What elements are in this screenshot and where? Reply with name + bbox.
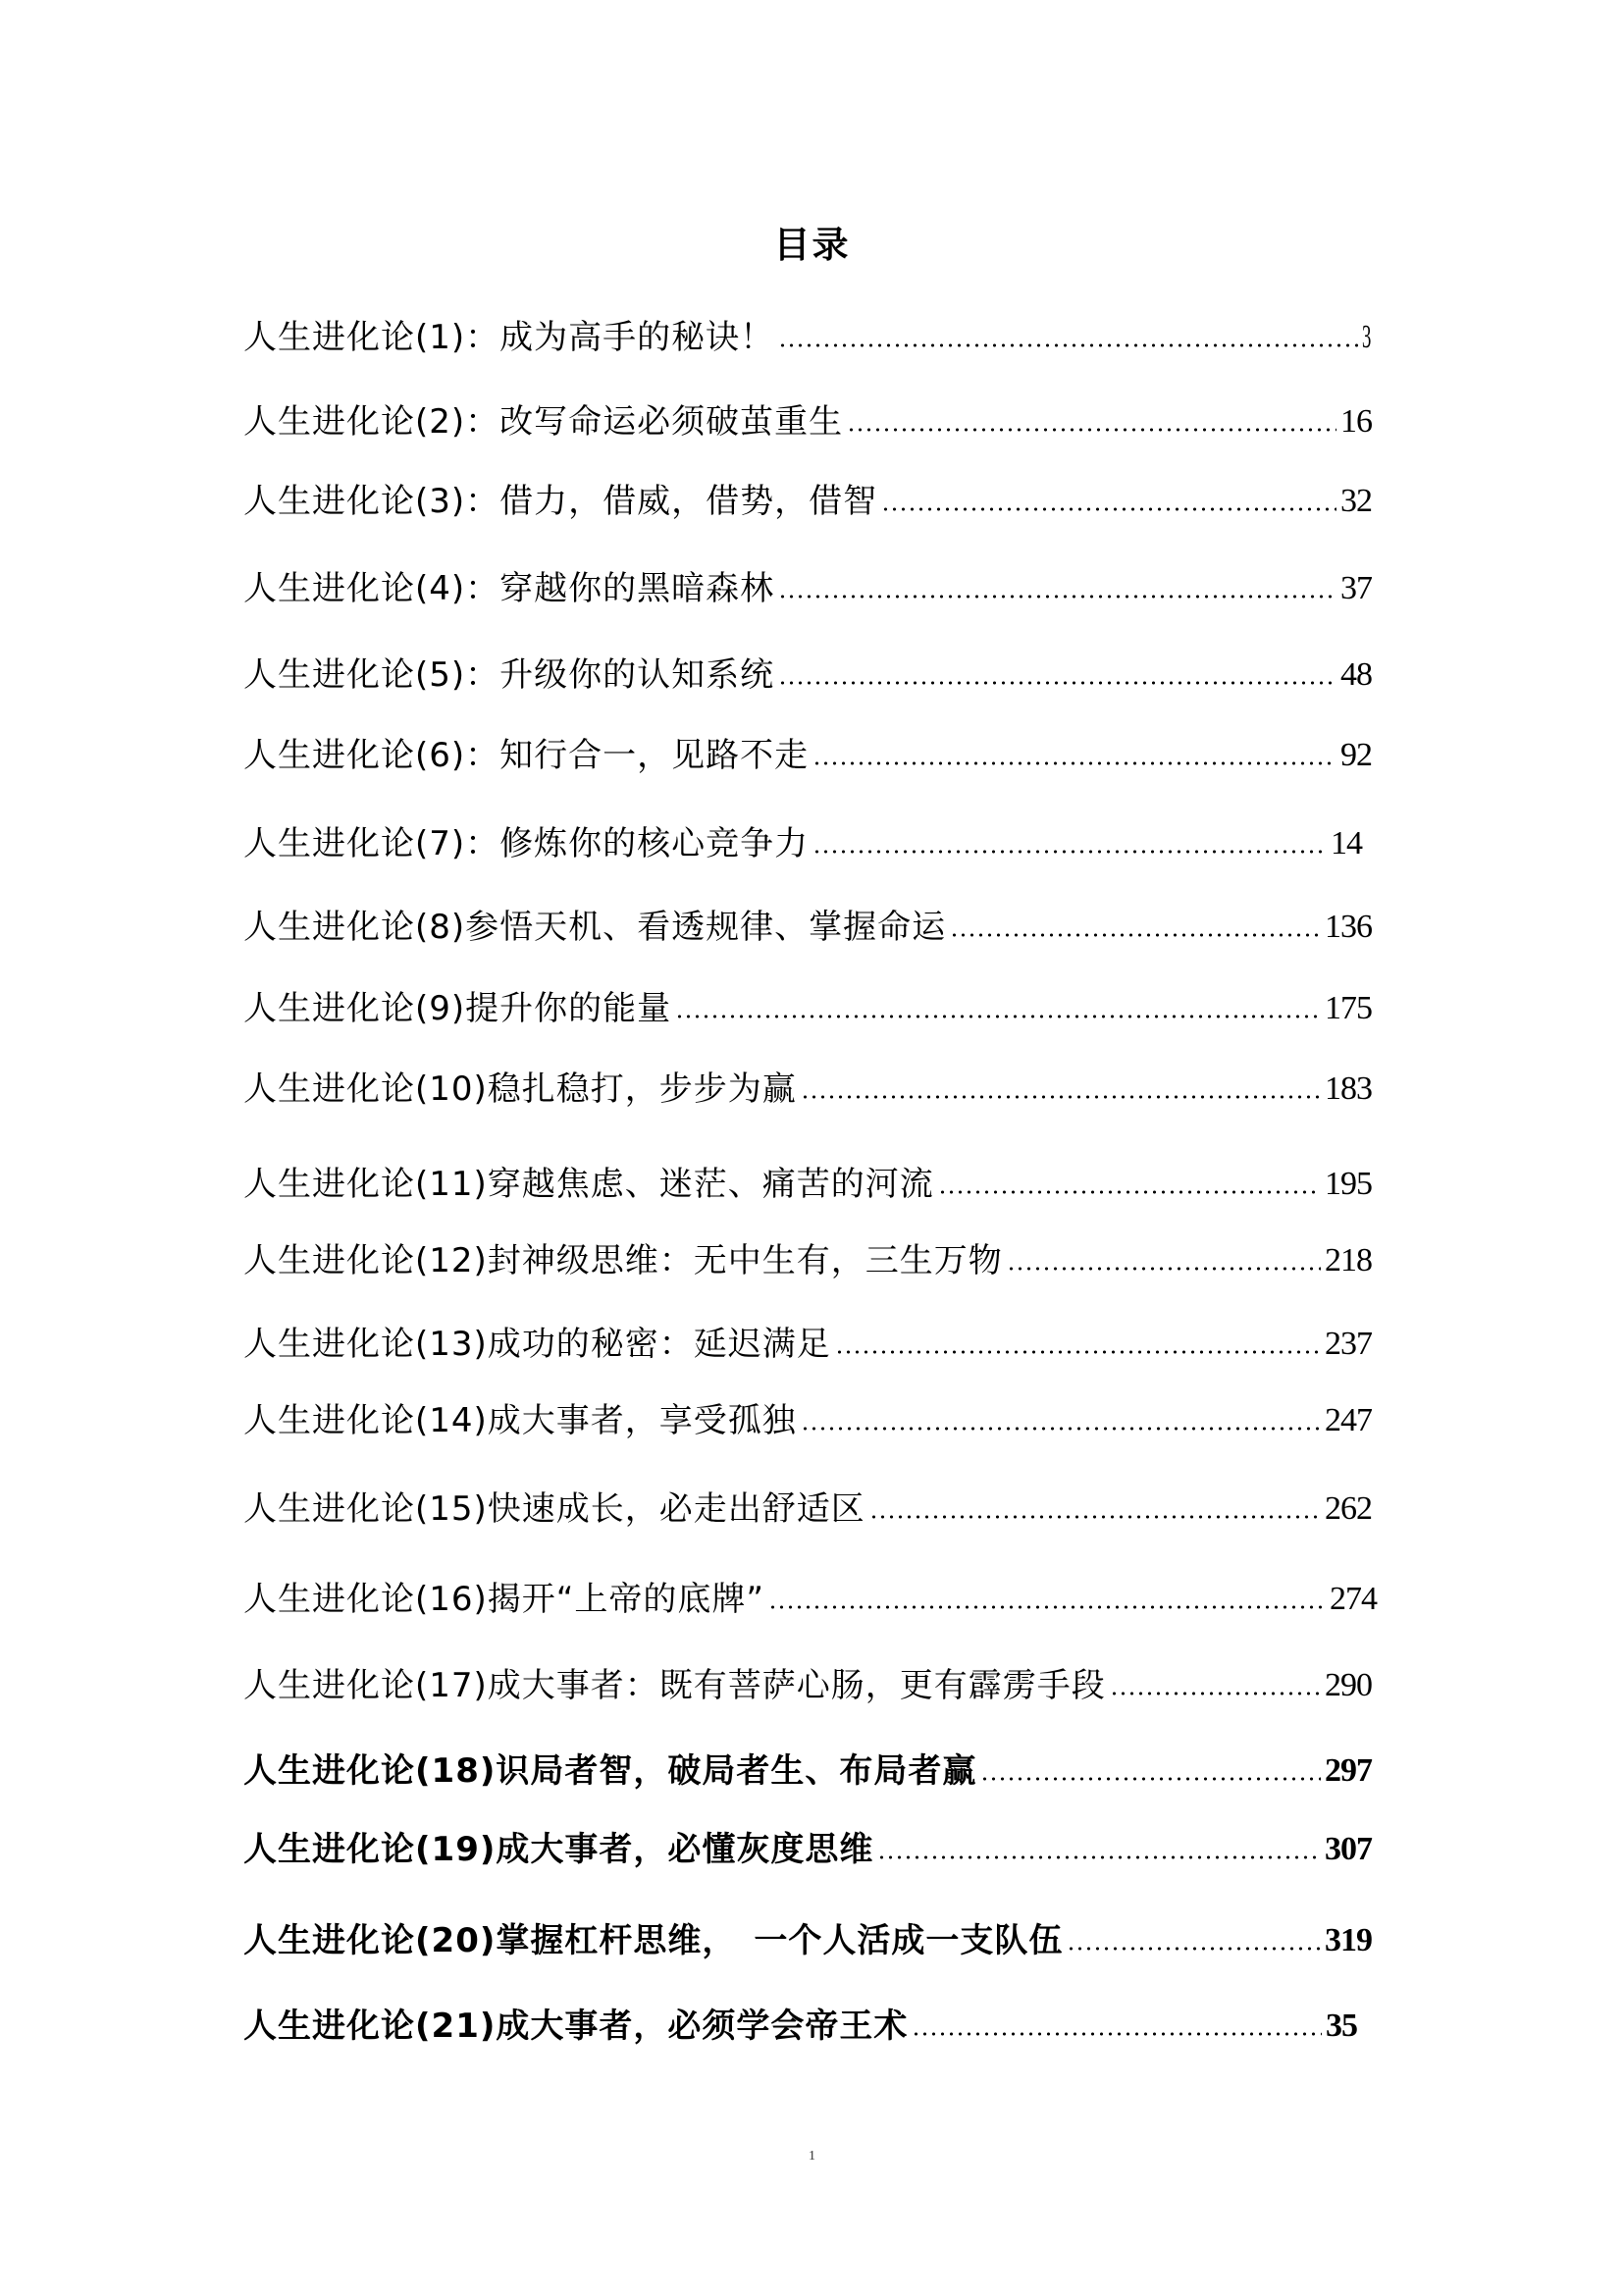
dot-leader (801, 1426, 1321, 1432)
dot-leader (980, 1776, 1321, 1782)
dot-leader (881, 506, 1336, 512)
toc-entry-title: 人生进化论(3)：借力，借威，借势，借智 (243, 482, 878, 521)
toc-entry[interactable] (243, 310, 1372, 357)
toc-entry-page: 183 (1325, 1070, 1372, 1107)
toc-entry-page: 274 (1330, 1581, 1377, 1617)
toc-entry[interactable] (243, 561, 1372, 608)
toc-entry-title: 人生进化论(4)：穿越你的黑暗森林 (243, 569, 775, 608)
toc-entry[interactable] (243, 900, 1372, 947)
toc-entry[interactable] (243, 981, 1372, 1028)
toc-entry-page: 262 (1325, 1490, 1372, 1527)
toc-entry-title: 人生进化论(9)提升你的能量 (243, 989, 672, 1028)
toc-entry-page: 319 (1325, 1922, 1372, 1958)
toc-entry-page: 237 (1325, 1326, 1372, 1362)
toc-entry-title: 人生进化论(21)成大事者，必须学会帝王术 (243, 2007, 909, 2046)
dot-leader (778, 594, 1336, 600)
toc-entry[interactable] (243, 1482, 1372, 1529)
dot-leader (812, 849, 1327, 855)
toc-entry-title: 人生进化论(6)：知行合一，见路不走 (243, 736, 810, 775)
toc-entry-page: 32 (1340, 483, 1372, 519)
dot-leader (847, 427, 1336, 433)
toc-entry-title: 人生进化论(12)封神级思维：无中生有，三生万物 (243, 1241, 1003, 1280)
dot-leader (950, 932, 1321, 938)
toc-entry-title: 人生进化论(10)稳扎稳打，步步为赢 (243, 1069, 797, 1109)
toc-entry-page: 247 (1325, 1402, 1372, 1438)
page-number: 1 (809, 2149, 815, 2164)
dot-leader (1007, 1266, 1321, 1272)
toc-heading: 目录 (773, 224, 851, 266)
toc-entry-page: 14 (1331, 825, 1362, 861)
dot-leader (1110, 1691, 1321, 1696)
toc-entry[interactable] (243, 1999, 1357, 2046)
toc-entry[interactable] (243, 1744, 1372, 1791)
toc-entry[interactable] (243, 1822, 1372, 1869)
dot-leader (877, 1854, 1321, 1860)
toc-entry-page: 290 (1325, 1667, 1372, 1703)
toc-entry-page: 37 (1340, 570, 1372, 606)
dot-leader (812, 760, 1336, 766)
toc-entry[interactable] (243, 1157, 1372, 1204)
toc-entry[interactable] (243, 1062, 1372, 1109)
dot-leader (869, 1514, 1321, 1520)
dot-leader (835, 1349, 1321, 1355)
toc-entry-title: 人生进化论(14)成大事者，享受孤独 (243, 1401, 797, 1440)
toc-entry[interactable] (243, 1572, 1377, 1619)
toc-entry-page: 218 (1325, 1242, 1372, 1278)
toc-entry-page: 175 (1325, 990, 1372, 1026)
toc-entry-title: 人生进化论(11)穿越焦虑、迷茫、痛苦的河流 (243, 1165, 934, 1204)
dot-leader (912, 2031, 1322, 2037)
toc-entry-page: 307 (1325, 1831, 1372, 1867)
toc-entry-page: 195 (1325, 1166, 1372, 1202)
toc-entry-title: 人生进化论(8)参悟天机、看透规律、掌握命运 (243, 908, 947, 947)
dot-leader (938, 1189, 1321, 1195)
toc-entry-title: 人生进化论(20)掌握杠杆思维， 一个人活成一支队伍 (243, 1921, 1064, 1960)
toc-entry-title: 人生进化论(7)：修炼你的核心竞争力 (243, 824, 810, 863)
toc-entry-page: 3 (1362, 319, 1371, 355)
toc-entry[interactable] (243, 1913, 1372, 1960)
toc-entry[interactable] (243, 1393, 1372, 1440)
toc-entry-title: 人生进化论(16)揭开“上帝的底牌” (243, 1580, 765, 1619)
toc-entry[interactable] (243, 728, 1372, 775)
dot-leader (778, 680, 1336, 686)
toc-entry[interactable] (243, 648, 1372, 695)
toc-entry-page: 48 (1340, 656, 1372, 693)
toc-entry[interactable] (243, 1658, 1372, 1705)
toc-entry-title: 人生进化论(2)：改写命运必须破茧重生 (243, 402, 844, 442)
toc-entry-page: 16 (1340, 403, 1372, 440)
toc-entry-title: 人生进化论(5)：升级你的认知系统 (243, 655, 775, 695)
toc-entry-title: 人生进化论(13)成功的秘密：延迟满足 (243, 1325, 831, 1364)
dot-leader (801, 1094, 1321, 1100)
dot-leader (768, 1604, 1326, 1610)
toc-entry-page: 136 (1325, 909, 1372, 945)
toc-entry-title: 人生进化论(1)：成为高手的秘诀！ (243, 318, 775, 357)
toc-entry[interactable] (243, 474, 1372, 521)
toc-entry[interactable] (243, 394, 1372, 442)
dot-leader (1067, 1946, 1321, 1952)
toc-entry-title: 人生进化论(18)识局者智，破局者生、布局者赢 (243, 1751, 977, 1791)
toc-entry-page: 297 (1325, 1752, 1372, 1789)
toc-entry[interactable] (243, 816, 1362, 863)
toc-entry[interactable] (243, 1317, 1372, 1364)
toc-entry-title: 人生进化论(17)成大事者：既有菩萨心肠，更有霹雳手段 (243, 1666, 1106, 1705)
toc-entry[interactable] (243, 1233, 1372, 1280)
dot-leader (675, 1014, 1321, 1019)
toc-entry-page: 35 (1326, 2008, 1357, 2044)
dot-leader (778, 342, 1358, 348)
toc-entry-page: 92 (1340, 737, 1372, 773)
toc-entry-title: 人生进化论(19)成大事者，必懂灰度思维 (243, 1830, 874, 1869)
toc-entry-title: 人生进化论(15)快速成长，必走出舒适区 (243, 1489, 865, 1529)
